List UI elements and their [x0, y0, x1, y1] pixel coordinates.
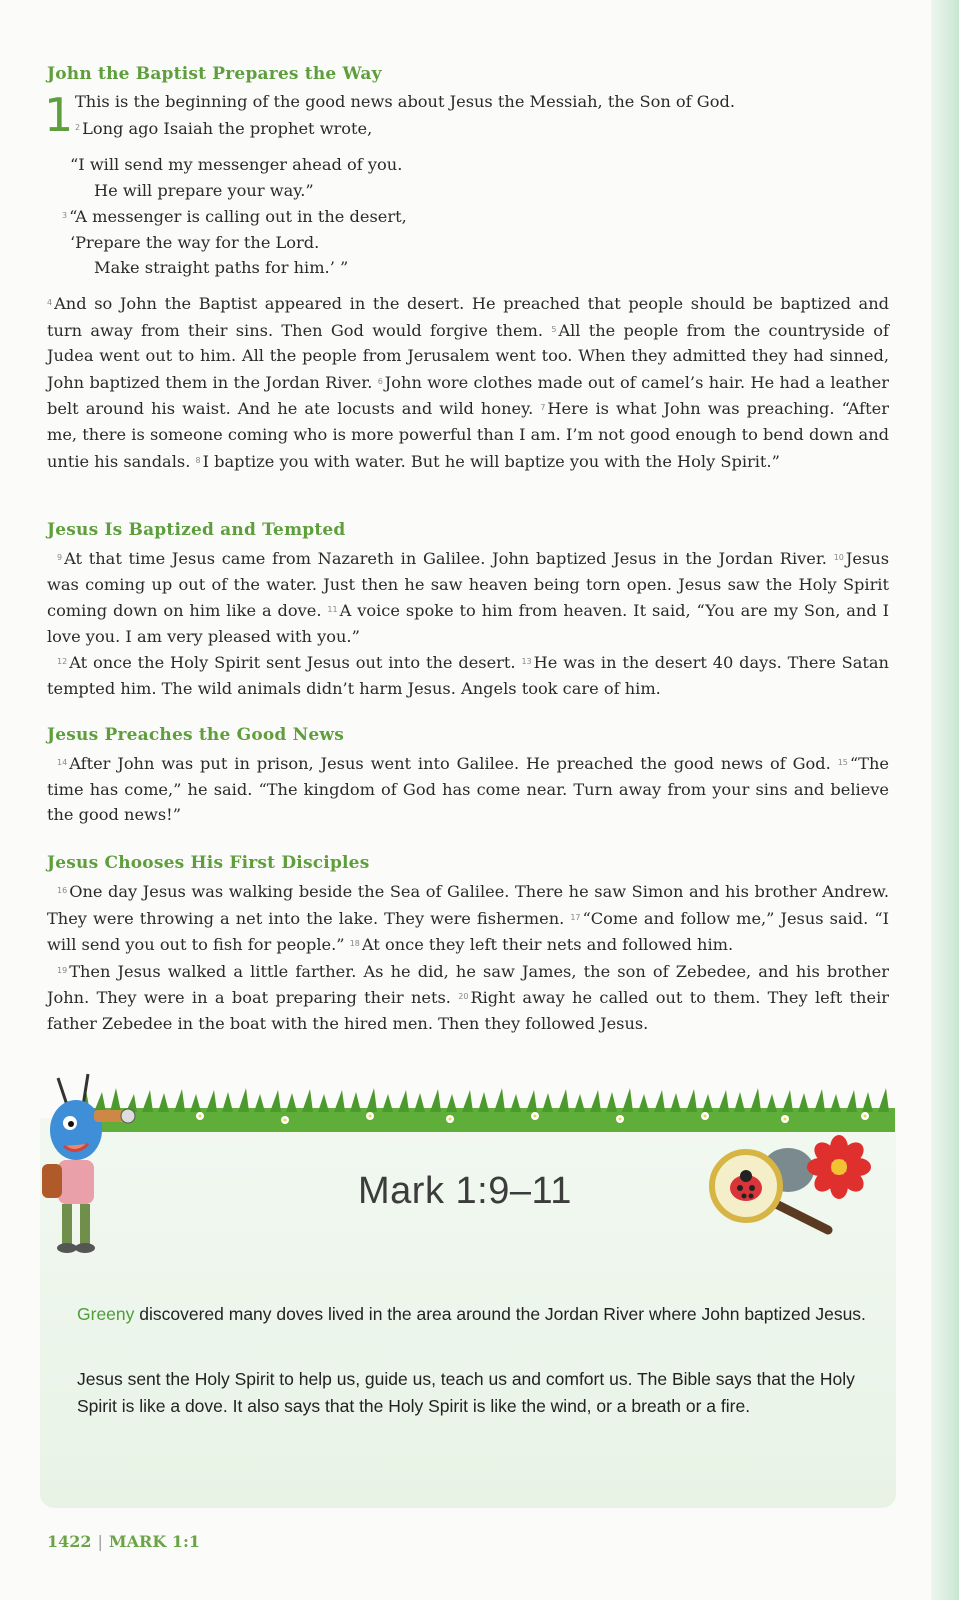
- chapter-number: 1: [44, 88, 74, 142]
- verses-14-15: [47, 750, 889, 828]
- verse-18: At once they left their nets and followed him.: [361, 935, 734, 955]
- verse-number: 14: [57, 758, 68, 767]
- verse-2: Long ago Isaiah the prophet wrote,: [82, 118, 373, 138]
- verse-number: 15: [837, 758, 848, 767]
- verse-number: 4: [47, 298, 53, 307]
- callout-text: discovered many doves lived in the area around the Jordan River where John baptized Jesus.: [134, 1304, 866, 1324]
- verse-12: At once the Holy Spirit sent Jesus out into the desert.: [69, 653, 516, 673]
- verse-9: At that time Jesus came from Nazareth in Galilee. John baptized Jesus in the Jordan River.: [64, 549, 827, 568]
- verse-number: 12: [57, 657, 68, 667]
- section-heading-preaches: Jesus Preaches the Good News: [47, 725, 344, 745]
- poetry-line: He will prepare your way.”: [94, 180, 314, 200]
- verse-4: And so John the Baptist appeared in the desert. He preached that people should be baptized and turn away from their sins. Then God would forgive them.: [47, 294, 889, 340]
- verse-number: 7: [540, 403, 546, 413]
- verse-number: 6: [377, 376, 383, 386]
- poetry-quote: [62, 152, 407, 281]
- verse-number: 8: [195, 455, 201, 465]
- verse-number: 10: [833, 553, 844, 562]
- verses-16-20: [47, 878, 889, 1037]
- callout-title: Mark 1:9–11: [358, 1170, 572, 1212]
- verse-number: 11: [327, 605, 338, 615]
- verse-number: 20: [458, 992, 469, 1002]
- verse-5: All the people from the countryside of Judea went out to him. All the people from Jerusalem went too. When they admitted they had sinned, John baptized them in the Jordan River.: [47, 320, 889, 392]
- section-heading-john-baptist: John the Baptist Prepares the Way: [47, 64, 382, 84]
- verse-block-1-2: [75, 89, 889, 141]
- verse-14: After John was put in prison, Jesus went into Galilee. He preached the good news of God.: [69, 754, 831, 773]
- verse-6: John wore clothes made out of camel’s hair. He had a leather belt around his waist. And he ate locusts and wild honey.: [47, 372, 889, 419]
- section-heading-disciples: Jesus Chooses His First Disciples: [47, 853, 370, 873]
- verse-number: 5: [551, 324, 557, 334]
- verse-number: 3: [62, 211, 68, 221]
- section-heading-baptized: Jesus Is Baptized and Tempted: [47, 520, 346, 540]
- verses-4-8: [47, 290, 889, 474]
- verse-7: Here is what John was preaching. “After me, there is someone coming who is more powerful than I am. I’m not good enough to bend down and untie his sandals.: [47, 399, 889, 471]
- verse-17: “Come and follow me,” Jesus said. “I will send you out to fish for people.”: [47, 908, 889, 955]
- verse-11: A voice spoke to him from heaven. It said, “You are my Son, and I love you. I am very pleased with you.”: [47, 601, 889, 646]
- page-number: 1422: [47, 1532, 92, 1551]
- verse-13: He was in the desert 40 days. There Satan tempted him. The wild animals didn’t harm Jesus. Angels took care of him.: [47, 653, 889, 698]
- verse-number: 17: [570, 912, 581, 922]
- verse-19: Then Jesus walked a little farther. As he did, he saw James, the son of Zebedee, and his brother John. They were in a boat preparing their nets.: [47, 961, 889, 1008]
- verse-number: 2: [75, 122, 81, 132]
- poetry-line: Make straight paths for him.’ ”: [94, 258, 349, 278]
- red-flower-icon: [806, 1134, 872, 1200]
- verse-number: 19: [57, 965, 68, 975]
- verse-10: Jesus was coming up out of the water. Just then he saw heaven being torn open. Jesus saw the Holy Spirit coming down on him like a dove.: [47, 549, 889, 621]
- callout-paragraph-2: Jesus sent the Holy Spirit to help us, guide us, teach us and comfort us. The Bible says that the Holy Spirit is like a dove. It also says that the Holy Spirit is like the wind, or a breath or a fire.: [77, 1369, 855, 1416]
- verse-number: 18: [349, 939, 360, 949]
- footer-separator: |: [97, 1532, 103, 1551]
- verse-number: 13: [521, 657, 532, 667]
- verse-15: “The time has come,” he said. “The kingdom of God has come near. Turn away from your sins and believe the good news!”: [47, 754, 889, 825]
- verse-20: Right away he called out to them. They left their father Zebedee in the boat with the hired men. Then they followed Jesus.: [47, 988, 889, 1033]
- poetry-line: “A messenger is calling out in the desert,: [69, 207, 407, 227]
- verse-8: I baptize you with water. But he will baptize you with the Holy Spirit.”: [202, 451, 780, 471]
- callout-paragraph-1: [77, 1301, 877, 1328]
- grass-border: [80, 1088, 895, 1132]
- verse-16: One day Jesus was walking beside the Sea of Galilee. There he saw Simon and his brother Andrew. They were throwing a net into the lake. They were fishermen.: [47, 882, 889, 928]
- poetry-line: ‘Prepare the way for the Lord.: [70, 232, 320, 252]
- poetry-line: “I will send my messenger ahead of you.: [70, 155, 403, 174]
- greeny-name: Greeny: [77, 1304, 135, 1324]
- verse-number: 9: [57, 553, 63, 562]
- running-reference: MARK 1:1: [108, 1532, 200, 1551]
- page-edge: [931, 0, 959, 1600]
- explorer-character: [28, 1068, 138, 1258]
- verse-1: This is the beginning of the good news about Jesus the Messiah, the Son of God.: [75, 92, 735, 111]
- verse-number: 16: [57, 886, 68, 895]
- verses-9-13: [47, 545, 889, 702]
- page-footer: [47, 1532, 200, 1551]
